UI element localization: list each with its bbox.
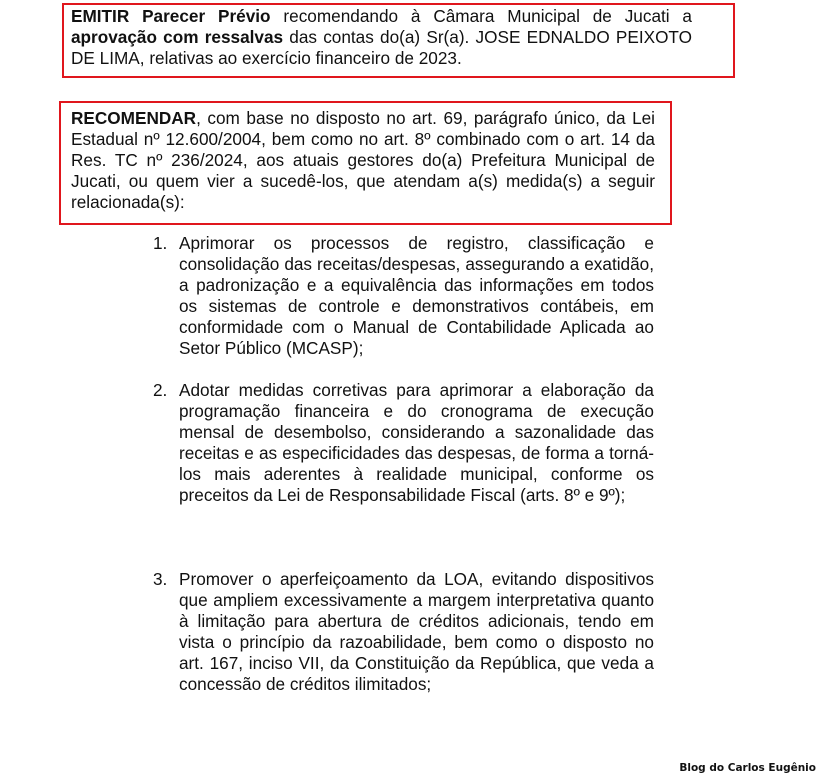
list-item-text: Aprimorar os processos de registro, classificação e consolidação das receitas/despesas, assegurando a exatidão, a padronização e a equivalência das informações em todos os sistemas de controle e demonstrativos contábeis, em conformidade com o Manual de Contabilidade Aplicada ao Setor Público (MCASP);: [179, 233, 654, 358]
list-item: [148, 569, 654, 695]
emitir-bold-1: EMITIR Parecer Prévio: [71, 6, 271, 26]
paragraph-recomendar: [71, 108, 655, 213]
list-item-number: 3.: [153, 569, 168, 589]
paragraph-emitir: [71, 6, 692, 69]
recommendation-list: [148, 233, 654, 695]
list-item: [148, 380, 654, 506]
list-item-text: Adotar medidas corretivas para aprimorar a elaboração da programação financeira e do cronograma de execução mensal de desembolso, considerando a sazonalidade das receitas e as especificidades das despesas, de forma a torná-los mais aderentes à realidade municipal, conforme os preceitos da Lei de Responsabilidade Fiscal (arts. 8º e 9º);: [179, 380, 654, 505]
emitir-text-1: recomendando à Câmara Municipal de Jucati a: [270, 6, 692, 26]
recomendar-text: , com base no disposto no art. 69, parágrafo único, da Lei Estadual nº 12.600/2004, bem como no art. 8º combinado com o art. 14 da Res. TC nº 236/2024, aos atuais gestores do(a) Prefeitura Municipal de Jucati, ou quem vier a sucedê-los, que atendam a(s) medida(s) a seguir relacionada(s):: [71, 108, 655, 212]
list-item: [148, 233, 654, 359]
list-item-text: Promover o aperfeiçoamento da LOA, evitando dispositivos que ampliem excessivamente a margem interpretativa quanto à limitação para abertura de créditos adicionais, tendo em vista o princípio da razoabilidade, bem como o disposto no art. 167, inciso VII, da Constituição da República, que veda a concessão de créditos ilimitados;: [179, 569, 654, 694]
blog-watermark: Blog do Carlos Eugênio: [679, 762, 816, 774]
emitir-bold-2: aprovação com ressalvas: [71, 27, 284, 47]
list-item-number: 2.: [153, 380, 168, 400]
emitir-text-2: das contas do(a) Sr(a). JOSE EDNALDO PEIXOTO DE LIMA, relativas ao exercício financeiro de 2023.: [71, 27, 692, 68]
recomendar-bold: RECOMENDAR: [71, 108, 197, 128]
list-item-number: 1.: [153, 233, 168, 253]
